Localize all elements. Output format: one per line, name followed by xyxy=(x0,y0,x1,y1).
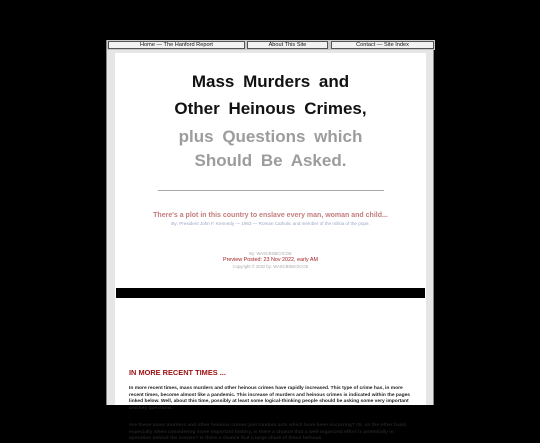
copyright-notice: Copyright © 2022 by: WASCBSBC/ICOE xyxy=(232,264,309,269)
author-byline: By: WASCBSBC/ICOE xyxy=(249,251,292,256)
quote-attribution: By: President John F. Kennedy — 1963 — Roman Catholic and member of the militia of the pope. xyxy=(171,221,370,226)
preview-posted-date: Preview Posted: 23 Nov 2022, early AM xyxy=(223,257,318,263)
section-divider-bar xyxy=(116,288,425,298)
page-title-line-2: Other Heinous Crimes, xyxy=(174,99,367,118)
kennedy-quote: There's a plot in this country to enslave every man, woman and child... xyxy=(153,212,388,219)
nav-link-contact-site-index[interactable]: Contact — Site Index xyxy=(331,41,434,49)
page-subtitle-line-2: Should Be Asked. xyxy=(194,151,347,170)
top-navigation-bar xyxy=(107,40,435,50)
nav-link-home-hanford-report[interactable]: Home — The Hanford Report xyxy=(108,41,245,49)
body-paragraph: Are these mass murders and other heinous crimes just random acts which have been occurring? Or, on the other hand, especially when considering some important history, is there a chance that a well-organized effort is potentially in operation behind the scenes? Is there a chance that a large share of these heinous xyxy=(129,423,408,441)
divider xyxy=(158,190,384,191)
page-subtitle-line-1: plus Questions which xyxy=(178,127,363,146)
page-frame xyxy=(106,40,434,441)
section-heading: IN MORE RECENT TIMES ... xyxy=(129,368,226,377)
page-title-line-1: Mass Murders and xyxy=(191,72,350,91)
nav-link-about[interactable]: About This Site xyxy=(247,41,328,49)
content-page xyxy=(115,53,426,405)
body-paragraph: In more recent times, mass murders and other heinous crimes have rapidly increased. This type of crime has, in more recent times, become almost like a pandemic. This increase of murders and heinous crimes is indicated within the pages linked below. Well, about this time, possibly at least some logical-thinking people should be asking some very important and key questions. xyxy=(129,386,411,411)
